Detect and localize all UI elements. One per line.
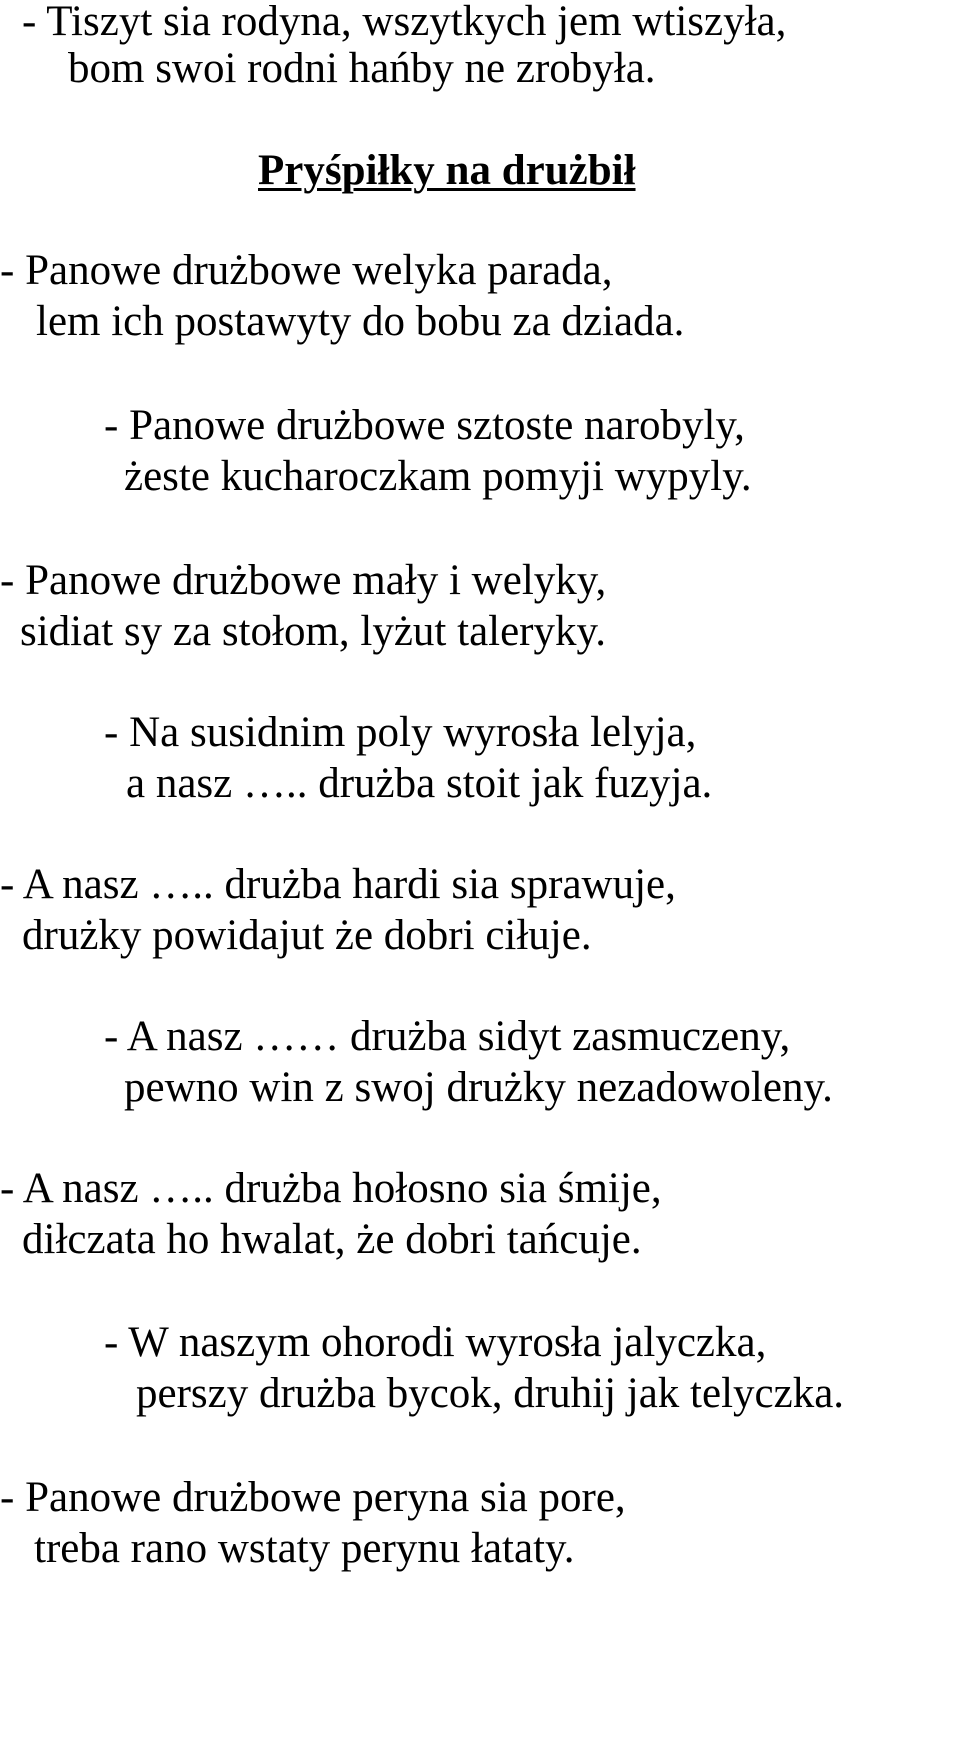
stanza-3-line-2: sidiat sy za stołom, lyżut taleryky. xyxy=(20,608,606,655)
stanza-5-line-1: - A nasz ….. drużba hardi sia sprawuje, xyxy=(0,861,676,908)
intro-line-1: - Tiszyt sia rodyna, wszytkych jem wtiszyła, xyxy=(22,0,787,45)
stanza-8-line-2: perszy drużba bycok, druhij jak telyczka. xyxy=(136,1370,845,1417)
stanza-9-line-1: - Panowe drużbowe peryna sia pore, xyxy=(0,1474,626,1521)
stanza-2-line-2: żeste kucharoczkam pomyji wypyly. xyxy=(124,453,752,500)
stanza-6-line-1: - A nasz …… drużba sidyt zasmuczeny, xyxy=(104,1013,791,1060)
stanza-7-line-2: diłczata ho hwalat, że dobri tańcuje. xyxy=(22,1216,642,1263)
stanza-8-line-1: - W naszym ohorodi wyrosła jalyczka, xyxy=(104,1319,767,1366)
stanza-5-line-2: drużky powidajut że dobri ciłuje. xyxy=(22,912,592,959)
stanza-7-line-1: - A nasz ….. drużba hołosno sia śmije, xyxy=(0,1165,662,1212)
stanza-1-line-1: - Panowe drużbowe welyka parada, xyxy=(0,247,613,294)
stanza-6-line-2: pewno win z swoj drużky nezadowoleny. xyxy=(124,1064,833,1111)
stanza-2-line-1: - Panowe drużbowe sztoste narobyly, xyxy=(104,402,745,449)
section-title: Pryśpiłky na drużbił xyxy=(258,147,636,194)
stanza-4-line-1: - Na susidnim poly wyrosła lelyja, xyxy=(104,709,697,756)
stanza-4-line-2: a nasz ….. drużba stoit jak fuzyja. xyxy=(126,760,713,807)
stanza-1-line-2: lem ich postawyty do bobu za dziada. xyxy=(36,298,685,345)
stanza-9-line-2: treba rano wstaty perynu łataty. xyxy=(34,1525,575,1572)
intro-line-2: bom swoi rodni hańby ne zrobyła. xyxy=(68,45,656,92)
stanza-3-line-1: - Panowe drużbowe mały i welyky, xyxy=(0,557,607,604)
